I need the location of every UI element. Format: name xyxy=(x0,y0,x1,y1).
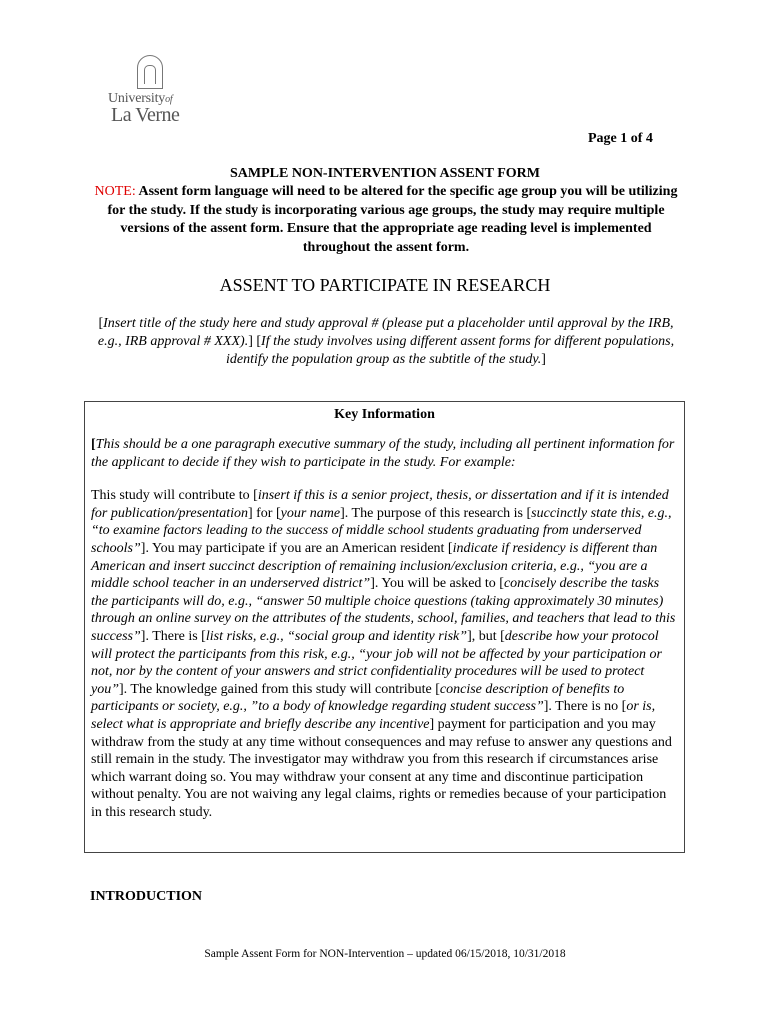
sample-form-title: SAMPLE NON-INTERVENTION ASSENT FORM xyxy=(229,166,541,181)
key-information-body xyxy=(91,487,678,821)
placeholder-segment: list risks, e.g., “social group and identity risk” xyxy=(205,628,468,644)
page-number: Page 1 of 4 xyxy=(588,131,653,146)
logo-university-text: Universityof xyxy=(108,91,173,106)
placeholder-segment: or is, select what is appropriate and briefly describe any incentive xyxy=(91,699,656,732)
text-segment: ]. The knowledge gained from this study will contribute [ xyxy=(119,681,440,697)
placeholder-segment: succinctly state this, e.g., “to examine factors leading to the success of middle school students graduating from underserved schools” xyxy=(91,505,672,556)
text-segment: ]. There is [ xyxy=(140,628,206,644)
key-information-heading: Key Information xyxy=(334,407,435,422)
text-segment: ]. The purpose of this research is [ xyxy=(340,505,532,521)
placeholder-segment: concisely describe the tasks the participants will do, e.g., “answer 50 multiple choice questions (taking approximately 30 minutes) through an online survey on the attributes of the students, school, families, and teachers that lead to this success” xyxy=(91,576,676,644)
note-paragraph xyxy=(92,183,680,257)
note-label: NOTE: xyxy=(94,184,136,199)
text-segment: ] for [ xyxy=(247,505,281,521)
placeholder-segment: your name xyxy=(280,505,341,521)
text-segment: ], but [ xyxy=(467,628,505,644)
placeholder-segment: concise description of benefits to participants or society, e.g., ”to a body of knowledge regarding student success” xyxy=(91,681,625,715)
text-segment: ] payment for participation and you may withdraw from the study at any time without consequences and may refuse to answer any questions and still remain in the study. The investigator may withdraw you from this research if circumstances arise which warrant doing so. You may withdraw your consent at any time and discontinue participation without penalty. You are not waiving any legal claims, rights or remedies because of your participation in this research study. xyxy=(91,716,672,820)
placeholder-segment: describe how your protocol will protect the participants from this risk, e.g., “your job will not be affected by your participation or not, nor by the content of your answers and strict confidentiality procedures will be used to protect you” xyxy=(91,628,662,697)
university-logo xyxy=(108,55,198,125)
text-segment: ]. You may participate if you are an American resident [ xyxy=(140,540,453,556)
text-segment: ]. You will be asked to [ xyxy=(370,576,504,592)
text-segment: This study will contribute to [ xyxy=(91,488,258,504)
key-information-intro: [This should be a one paragraph executive summary of the study, including all pertinent information for the applicant to decide if they wish to participate in the study. For example: xyxy=(91,437,675,470)
placeholder-segment: insert if this is a senior project, thesis, or dissertation and if it is intended for publication/presentation xyxy=(91,488,669,521)
placeholder-segment: indicate if residency is different than American and insert succinct description of remaining inclusion/exclusion criteria, e.g., “you are a middle school teacher in an underserved district” xyxy=(91,540,658,592)
note-text: Assent form language will need to be altered for the specific age group you will be utilizing for the study. If the study is incorporating various age groups, the study may require multiple versions of the assent form. Ensure that the appropriate age reading level is implemented throughout the assent form. xyxy=(107,184,678,255)
logo-la-verne-text: La Verne xyxy=(111,104,180,126)
key-information-box xyxy=(84,401,685,853)
building-arch-icon xyxy=(137,55,163,89)
study-title-placeholder: [Insert title of the study here and study approval # (please put a placeholder until approval by the IRB, e.g., IRB approval # XXX).] [If the study involves using different assent forms for different populations, identify the population group as the subtitle of the study.] xyxy=(97,316,675,367)
page-title: ASSENT TO PARTICIPATE IN RESEARCH xyxy=(219,275,551,295)
introduction-heading: INTRODUCTION xyxy=(90,889,203,904)
text-segment: ]. There is no [ xyxy=(543,699,627,715)
page-footer: Sample Assent Form for NON-Intervention – updated 06/15/2018, 10/31/2018 xyxy=(204,948,566,960)
